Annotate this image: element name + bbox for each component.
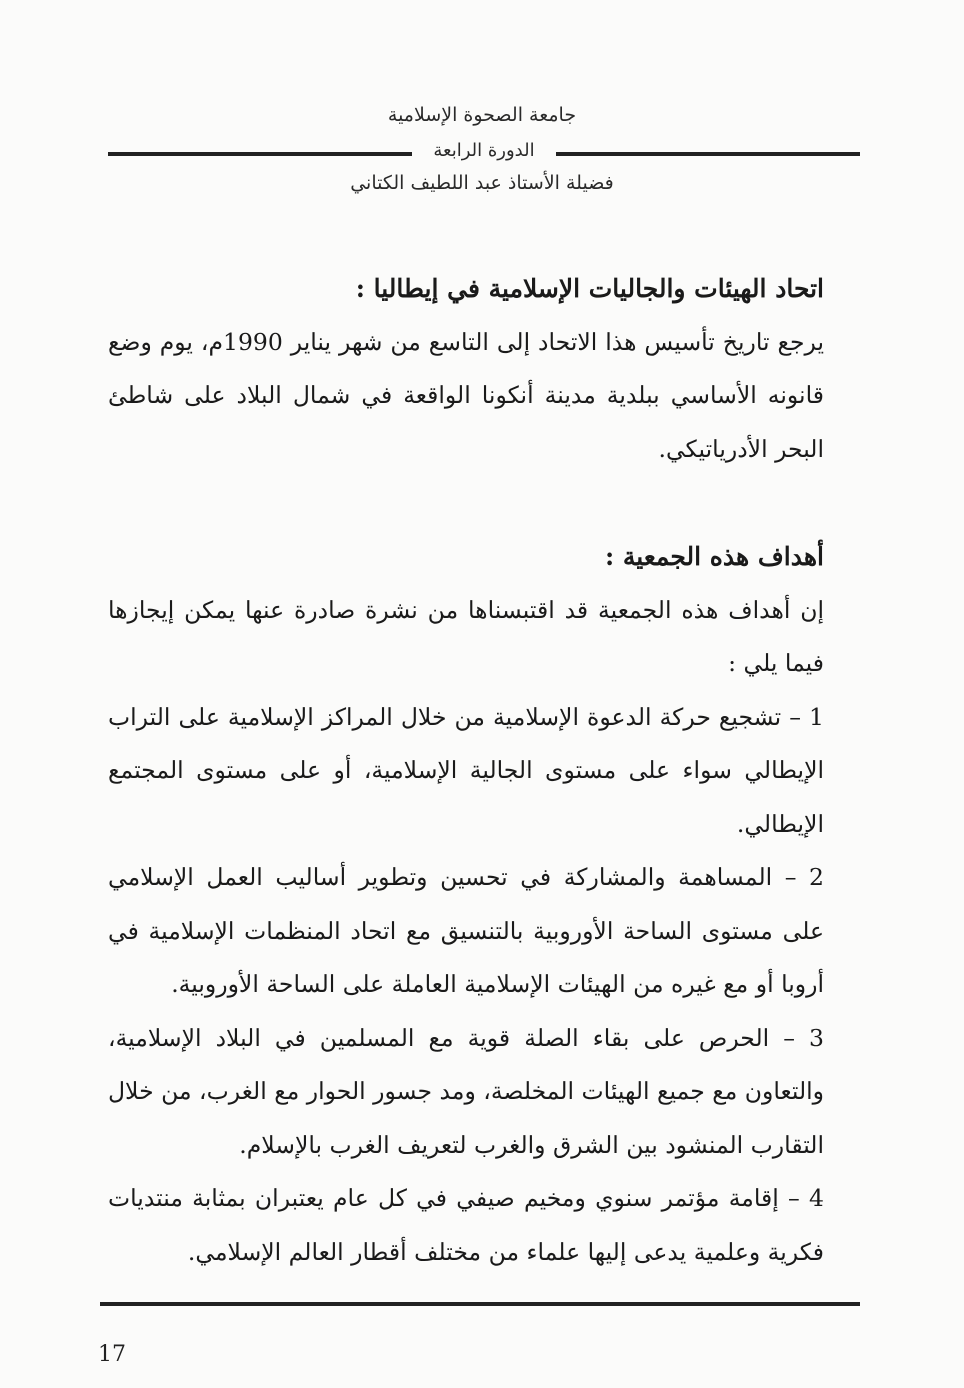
- paragraph-goals-intro: إن أهداف هذه الجمعية قد اقتبسناها من نشرة صادرة عنها يمكن إيجازها فيما يلي :: [108, 595, 824, 677]
- section-spacer: [108, 476, 824, 530]
- header-institution: جامعة الصحوة الإسلامية: [387, 104, 577, 126]
- header-rule-left: [108, 152, 412, 156]
- body-text: [108, 262, 824, 1279]
- header-author: فضيلة الأستاذ عبد اللطيف الكتاني: [350, 172, 614, 194]
- goal-item-1: 1 – تشجيع حركة الدعوة الإسلامية من خلال المراكز الإسلامية على التراب الإيطالي سواء على مستوى الجالية الإسلامية، أو على مستوى المجتمع الإيطالي.: [108, 702, 824, 838]
- header-session: الدورة الرابعة: [433, 140, 535, 161]
- section-heading-goals: أهداف هذه الجمعية :: [604, 542, 824, 571]
- section-heading-union: اتحاد الهيئات والجاليات الإسلامية في إيطاليا :: [355, 274, 824, 303]
- footer-rule: [100, 1302, 860, 1306]
- goal-item-3: 3 – الحرص على بقاء الصلة قوية مع المسلمين في البلاد الإسلامية، والتعاون مع جميع الهيئات المخلصة، ومد جسور الحوار مع الغرب، من خلال التقارب المنشود بين الشرق والغرب لتعريف الغرب بالإسلام.: [107, 1023, 824, 1159]
- goal-item-2: 2 – المساهمة والمشاركة في تحسين وتطوير أساليب العمل الإسلامي على مستوى الساحة الأوروبية بالتنسيق مع اتحاد المنظمات الإسلامية في أروبا أو مع غيره من الهيئات الإسلامية العاملة على الساحة الأوروبية.: [108, 863, 824, 998]
- goal-item-4: 4 – إقامة مؤتمر سنوي ومخيم صيفي في كل عام يعتبران بمثابة منتديات فكرية وعلمية يدعى إليها علماء من مختلف أقطار العالم الإسلامي.: [108, 1184, 824, 1266]
- paragraph-founding: يرجع تاريخ تأسيس هذا الاتحاد إلى التاسع من شهر يناير 1990م، يوم وضع قانونه الأساسي ببلدية مدينة أنكونا الواقعة في شمال البلاد على شاطئ البحر الأدرياتيكي.: [108, 327, 824, 463]
- header-rule-right: [556, 152, 860, 156]
- page-number: 17: [98, 1342, 126, 1367]
